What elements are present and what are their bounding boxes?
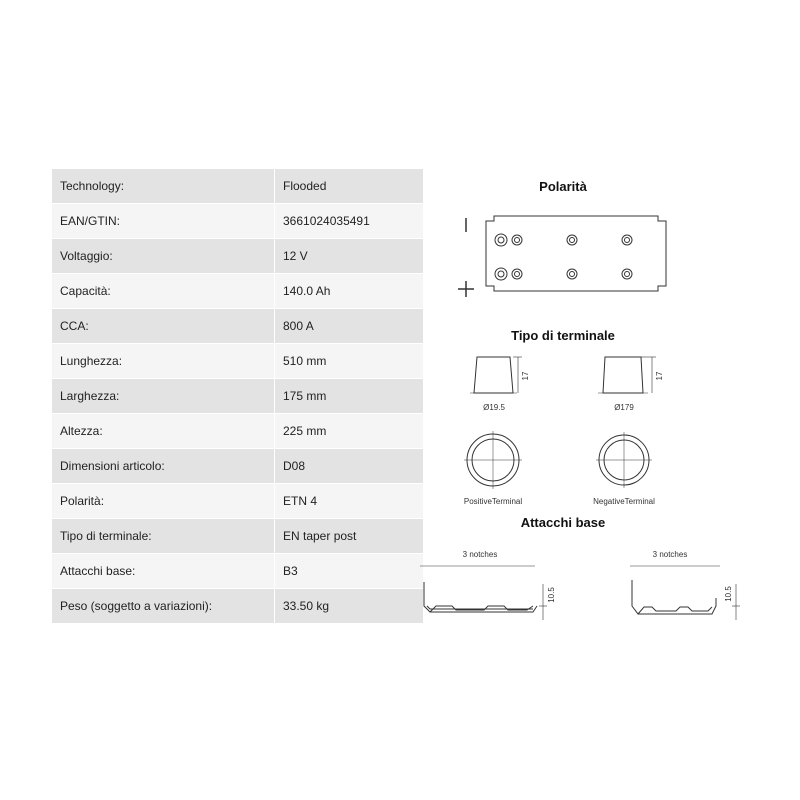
spec-label: Polarità: bbox=[52, 484, 275, 519]
spec-value: D08 bbox=[275, 449, 424, 484]
spec-value: 175 mm bbox=[275, 379, 424, 414]
terminal-side-right bbox=[598, 357, 656, 393]
terminal-left-diameter: Ø19.5 bbox=[483, 403, 505, 412]
spec-label: CCA: bbox=[52, 309, 275, 344]
terminal-post bbox=[495, 234, 507, 246]
spec-label: Voltaggio: bbox=[52, 239, 275, 274]
polarity-title: Polarità bbox=[539, 179, 587, 194]
spec-label: Peso (soggetto a variazioni): bbox=[52, 589, 275, 624]
spec-label: Larghezza: bbox=[52, 379, 275, 414]
spec-value: 33.50 kg bbox=[275, 589, 424, 624]
negative-terminal-top bbox=[596, 432, 652, 488]
spec-label: Attacchi base: bbox=[52, 554, 275, 589]
plus-icon bbox=[458, 281, 474, 297]
spec-value: 12 V bbox=[275, 239, 424, 274]
positive-terminal-top bbox=[464, 431, 522, 489]
spec-value: Flooded bbox=[275, 169, 424, 204]
spec-value: ETN 4 bbox=[275, 484, 424, 519]
spec-label: Dimensioni articolo: bbox=[52, 449, 275, 484]
spec-value: 800 A bbox=[275, 309, 424, 344]
spec-label: EAN/GTIN: bbox=[52, 204, 275, 239]
spec-label: Lunghezza: bbox=[52, 344, 275, 379]
cell-cap bbox=[622, 269, 632, 279]
terminal-type-title: Tipo di terminale bbox=[511, 328, 615, 343]
cell-cap bbox=[567, 269, 577, 279]
positive-terminal-label: PositiveTerminal bbox=[463, 497, 523, 506]
base-left-notches: 3 notches bbox=[462, 550, 498, 559]
spec-value: B3 bbox=[275, 554, 424, 589]
polarity-diagram bbox=[458, 216, 666, 297]
base-left-height: 10.5 bbox=[547, 587, 556, 603]
base-right-height: 10.5 bbox=[724, 586, 733, 602]
cell-cap bbox=[512, 235, 522, 245]
negative-terminal-label: NegativeTerminal bbox=[593, 497, 655, 506]
battery-outline bbox=[486, 216, 666, 291]
cell-cap bbox=[512, 269, 522, 279]
terminal-right-height: 17 bbox=[655, 371, 664, 381]
spec-value: 510 mm bbox=[275, 344, 424, 379]
spec-label: Altezza: bbox=[52, 414, 275, 449]
cell-cap bbox=[622, 235, 632, 245]
terminal-right-diameter: Ø179 bbox=[614, 403, 634, 412]
base-mount-left bbox=[420, 566, 547, 620]
spec-value: 3661024035491 bbox=[275, 204, 424, 239]
cell-cap bbox=[567, 235, 577, 245]
spec-label: Tipo di terminale: bbox=[52, 519, 275, 554]
base-right-notches: 3 notches bbox=[652, 550, 688, 559]
terminal-side-left bbox=[470, 357, 522, 393]
terminal-left-height: 17 bbox=[521, 371, 530, 381]
spec-value: 225 mm bbox=[275, 414, 424, 449]
spec-value: EN taper post bbox=[275, 519, 424, 554]
base-mount-title: Attacchi base bbox=[520, 515, 606, 530]
spec-value: 140.0 Ah bbox=[275, 274, 424, 309]
spec-label: Capacità: bbox=[52, 274, 275, 309]
terminal-post bbox=[495, 268, 507, 280]
spec-label: Technology: bbox=[52, 169, 275, 204]
